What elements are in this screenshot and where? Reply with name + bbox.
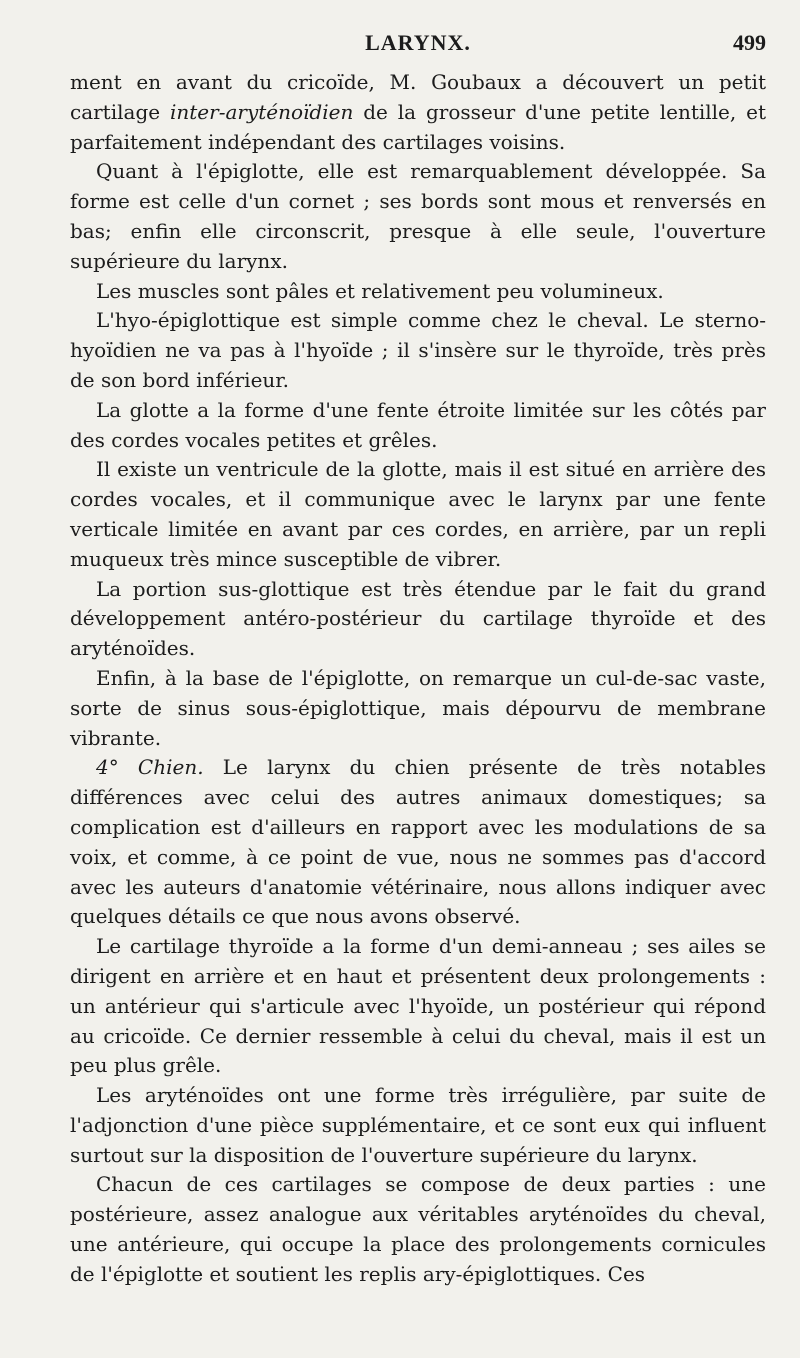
- text-segment: de la grosseur d'une petite lentille, et parfaitement indépendant des cartilages voisins.: [70, 99, 767, 154]
- paragraph: [70, 157, 766, 276]
- text-segment: Les aryténoïdes ont une forme très irrégulière, par suite de l'adjonction d'une pièce supplémentaire, et ce sont eux qui influent surtout sur la disposition de l'ouverture supérieure du larynx.: [70, 1083, 766, 1167]
- text-segment: Chacun de ces cartilages se compose de deux parties : une postérieure, assez analogue aux véritables aryténoïdes du cheval, une antérieure, qui occupe la place des prolongements cornicules de l'épiglotte et soutient les replis ary-épiglottiques. Ces: [70, 1172, 766, 1286]
- running-title: LARYNX.: [365, 30, 471, 55]
- text-segment: La portion sus-glottique est très étendue par le fait du grand développement antéro-postérieur du cartilage thyroïde et des aryténoïdes.: [70, 576, 766, 661]
- paragraph: [70, 1170, 766, 1289]
- paragraph: [70, 932, 766, 1081]
- text-segment: La glotte a la forme d'une fente étroite limitée sur les côtés par des cordes vocales petites et grêles.: [70, 397, 766, 452]
- paragraph: [70, 68, 766, 157]
- text-segment: Il existe un ventricule de la glotte, mais il est situé en arrière des cordes vocales, et il communique avec le larynx par une fente verticale limitée en avant par ces cordes, en arrière, par un repli muqueux très mince susceptible de vibrer.: [70, 457, 766, 571]
- paragraph: [70, 753, 766, 932]
- text-segment: Enfin, à la base de l'épiglotte, on remarque un cul-de-sac vaste, sorte de sinus sous-épiglottique, mais dépourvu de membrane vibrante.: [70, 665, 766, 750]
- text-segment: Quant à l'épiglotte, elle est remarquablement développée. Sa forme est celle d'un cornet ; ses bords sont mous et renversés en bas; enfin elle circonscrit, presque à elle seule, l'ouverture supérieure du larynx.: [70, 159, 766, 273]
- text-segment: Le cartilage thyroïde a la forme d'un demi-anneau ; ses ailes se dirigent en arrière et en haut et présentent deux prolongements : un antérieur qui s'articule avec l'hyoïde, un postérieur qui répond au cricoïde. Ce dernier ressemble à celui du cheval, mais il est un peu plus grêle.: [70, 934, 766, 1078]
- text-segment: L'hyo-épiglottique est simple comme chez le cheval. Le sterno-hyoïdien ne va pas à l'hyoïde ; il s'insère sur le thyroïde, très près de son bord inférieur.: [70, 308, 766, 392]
- document-page: [70, 28, 766, 1290]
- italic-text: 4° Chien.: [96, 755, 204, 780]
- paragraph: [70, 277, 766, 307]
- page-number: 499: [733, 30, 766, 55]
- paragraph: [70, 575, 766, 664]
- running-header: [70, 28, 766, 68]
- paragraph: [70, 1081, 766, 1170]
- paragraph: [70, 664, 766, 753]
- italic-text: inter-aryténoïdien: [169, 99, 354, 124]
- text-segment: ment en avant du cricoïde, M. Goubaux a découvert un petit cartilage: [70, 70, 766, 124]
- paragraph: [70, 455, 766, 574]
- text-segment: Le larynx du chien présente de très notables différences avec celui des autres animaux domestiques; sa complication est d'ailleurs en rapport avec les modulations de sa voix, et comme, à ce point de vue, nous ne sommes pas d'accord avec les auteurs d'anatomie vétérinaire, nous allons indiquer avec quelques détails ce que nous avons observé.: [70, 755, 766, 929]
- text-segment: Les muscles sont pâles et relativement peu volumineux.: [96, 278, 664, 303]
- paragraph: [70, 306, 766, 395]
- body-text: [70, 68, 766, 1290]
- paragraph: [70, 396, 766, 456]
